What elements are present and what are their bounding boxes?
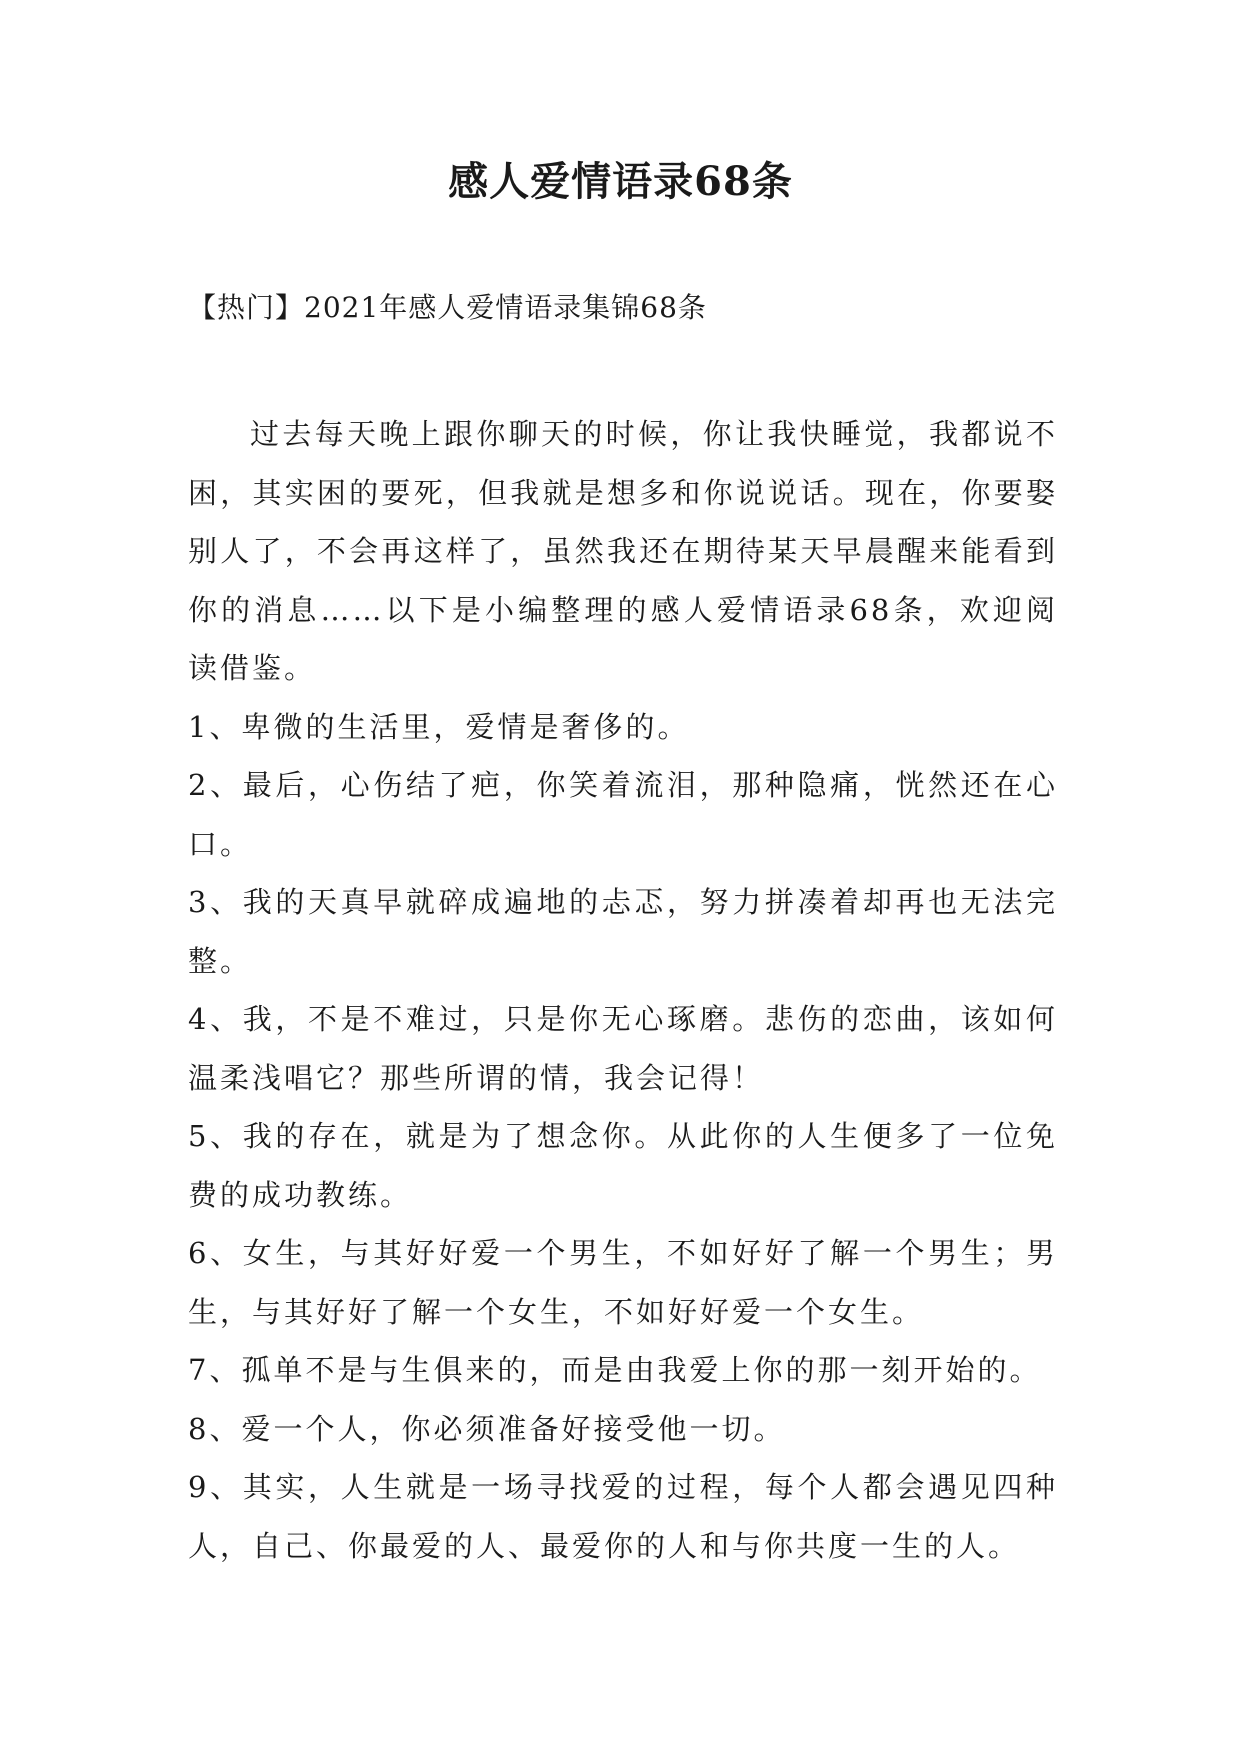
list-item: 9、其实，人生就是一场寻找爱的过程，每个人都会遇见四种人，自己、你最爱的人、最爱你的人和与你共度一生的人。 bbox=[188, 1470, 1058, 1563]
document-subtitle: 【热门】2021年感人爱情语录集锦68条 bbox=[188, 291, 707, 324]
page-title: 感人爱情语录68条 bbox=[448, 158, 793, 205]
list-item: 5、我的存在，就是为了想念你。从此你的人生便多了一位免费的成功教练。 bbox=[188, 1119, 1058, 1212]
list-item: 3、我的天真早就碎成遍地的忐忑，努力拼凑着却再也无法完整。 bbox=[188, 885, 1058, 978]
document-body bbox=[188, 405, 1058, 1575]
list-item: 6、女生，与其好好爱一个男生，不如好好了解一个男生；男生，与其好好了解一个女生，不如好好爱一个女生。 bbox=[188, 1236, 1058, 1329]
list-item: 8、爱一个人，你必须准备好接受他一切。 bbox=[188, 1411, 786, 1446]
list-item: 4、我，不是不难过，只是你无心琢磨。悲伤的恋曲，该如何温柔浅唱它？那些所谓的情，我会记得！ bbox=[188, 1002, 1058, 1095]
list-item: 2、最后，心伤结了疤，你笑着流泪，那种隐痛，恍然还在心口。 bbox=[188, 768, 1058, 861]
list-item: 1、卑微的生活里，爱情是奢侈的。 bbox=[188, 709, 690, 744]
list-item: 7、孤单不是与生俱来的，而是由我爱上你的那一刻开始的。 bbox=[188, 1353, 1042, 1387]
intro-paragraph: 过去每天晚上跟你聊天的时候，你让我快睡觉，我都说不困，其实困的要死，但我就是想多和你说说话。现在，你要娶别人了，不会再这样了，虽然我还在期待某天早晨醒来能看到你的消息……以下是小编整理的感人爱情语录68条，欢迎阅读借鉴。 bbox=[188, 417, 1058, 685]
